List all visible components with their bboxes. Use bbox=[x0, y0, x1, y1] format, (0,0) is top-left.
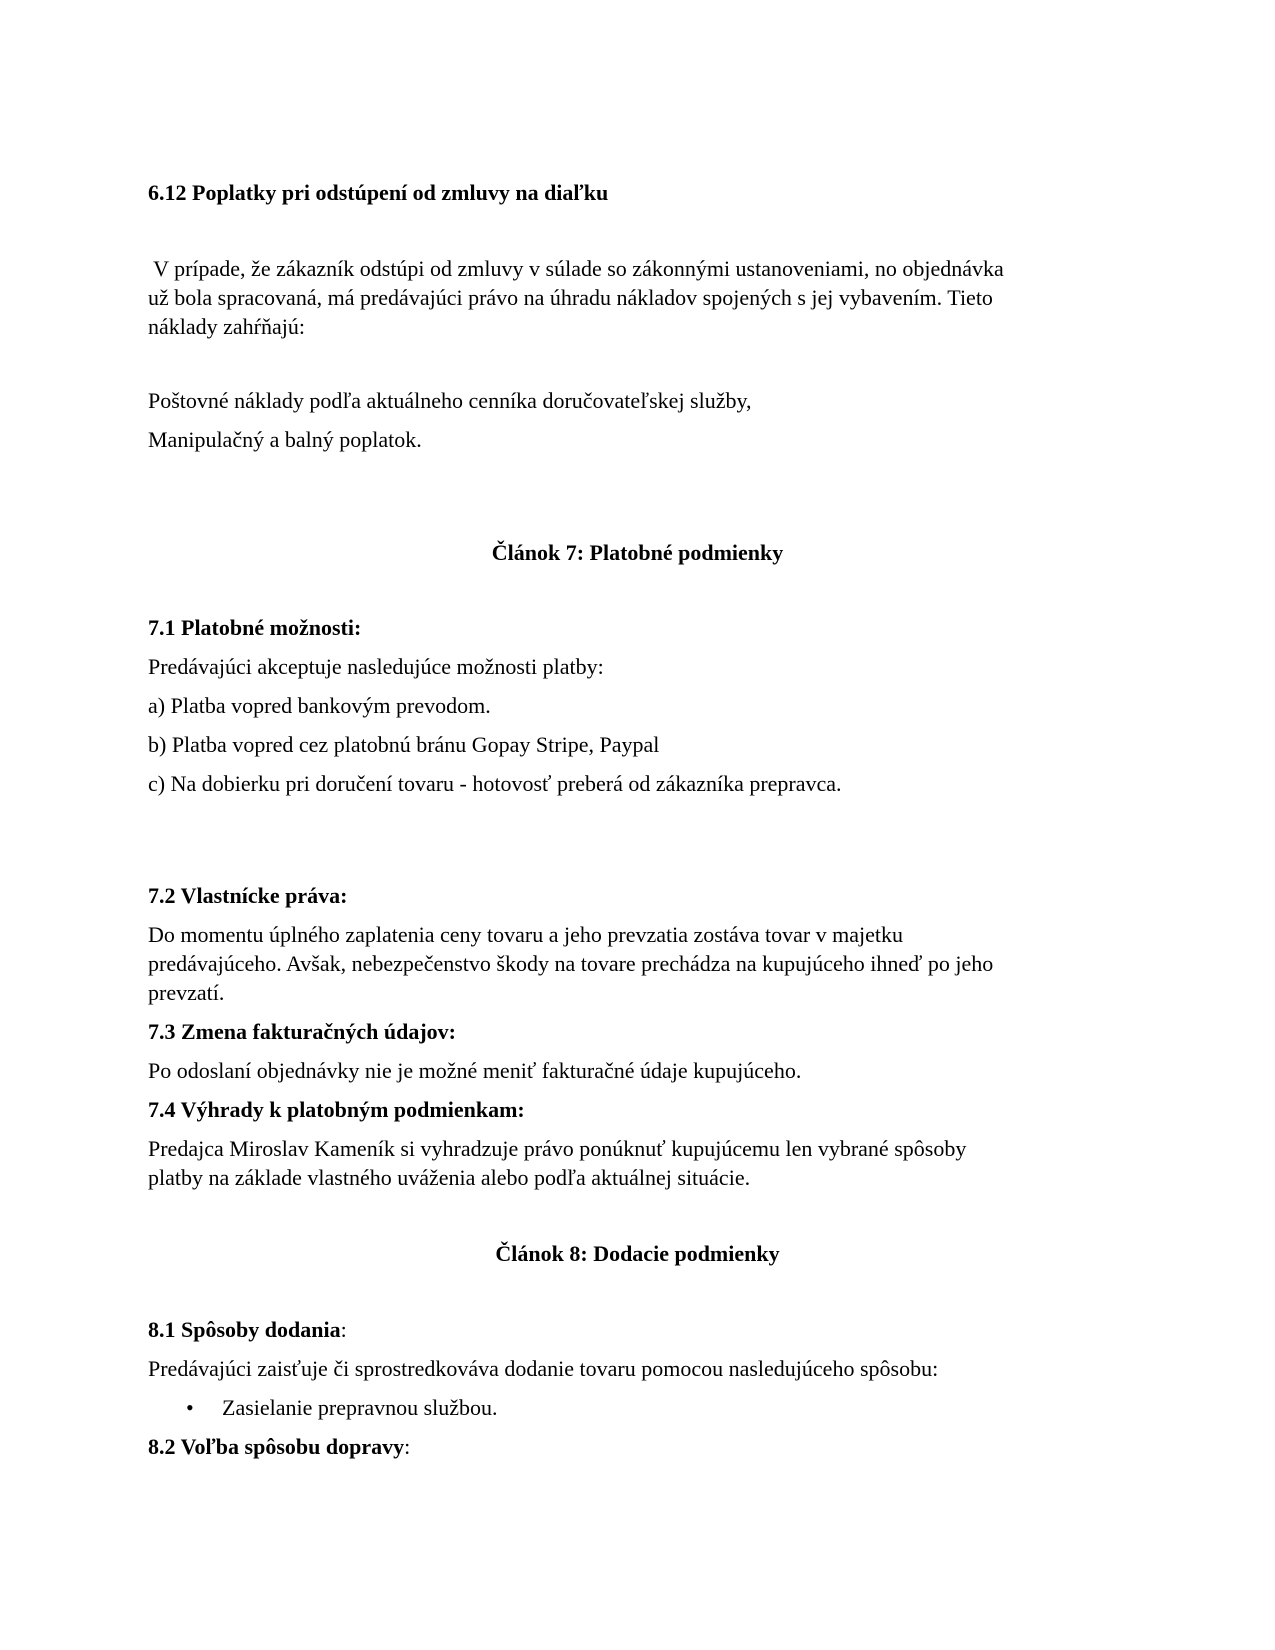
section-7-1-option-a: a) Platba vopred bankovým prevodom. bbox=[148, 693, 491, 718]
section-8-1-heading-line bbox=[148, 1315, 347, 1344]
section-7-1-heading: 7.1 Platobné možnosti: bbox=[148, 615, 362, 640]
section-8-1-heading: 8.1 Spôsoby dodania bbox=[148, 1317, 341, 1342]
section-7-1-option-b: b) Platba vopred cez platobnú bránu Gopay Stripe, Paypal bbox=[148, 732, 660, 757]
section-7-2-line-1: Do momentu úplného zaplatenia ceny tovaru a jeho prevzatia zostáva tovar v majetku bbox=[148, 922, 904, 947]
section-7-2-line-3: prevzatí. bbox=[148, 980, 225, 1005]
section-7-1-option-c: c) Na dobierku pri doručení tovaru - hotovosť preberá od zákazníka prepravca. bbox=[148, 771, 842, 796]
section-8-1-text: Predávajúci zaisťuje či sprostredkováva dodanie tovaru pomocou nasledujúceho spôsobu: bbox=[148, 1356, 939, 1381]
section-7-1-intro: Predávajúci akceptuje nasledujúce možnosti platby: bbox=[148, 654, 604, 679]
bullet-icon: • bbox=[186, 1395, 194, 1420]
section-6-12-heading: 6.12 Poplatky pri odstúpení od zmluvy na diaľku bbox=[148, 180, 609, 205]
section-7-3-text: Po odoslaní objednávky nie je možné meniť fakturačné údaje kupujúceho. bbox=[148, 1058, 802, 1083]
section-7-4-heading: 7.4 Výhrady k platobným podmienkam: bbox=[148, 1097, 525, 1122]
section-7-2-line-2: predávajúceho. Avšak, nebezpečenstvo škody na tovare prechádza na kupujúceho ihneď po jeho bbox=[148, 951, 994, 976]
section-7-4-line-1: Predajca Miroslav Kameník si vyhradzuje právo ponúknuť kupujúcemu len vybrané spôsoby bbox=[148, 1136, 967, 1161]
section-6-12-paragraph-line-2: už bola spracovaná, má predávajúci právo na úhradu nákladov spojených s jej vybavením. Tieto bbox=[148, 285, 993, 310]
section-6-12-paragraph-line-1: V prípade, že zákazník odstúpi od zmluvy v súlade so zákonnými ustanoveniami, no objednávka bbox=[148, 256, 1004, 281]
section-7-4-line-2: platby na základe vlastného uváženia alebo podľa aktuálnej situácie. bbox=[148, 1165, 751, 1190]
section-6-12-paragraph-line-3: náklady zahŕňajú: bbox=[148, 314, 305, 339]
section-7-3-heading: 7.3 Zmena fakturačných údajov: bbox=[148, 1019, 457, 1044]
section-8-2-colon: : bbox=[404, 1434, 411, 1459]
section-6-12-item-postage: Poštovné náklady podľa aktuálneho cenníka doručovateľskej služby, bbox=[148, 388, 752, 413]
section-8-2-heading: 8.2 Voľba spôsobu dopravy bbox=[148, 1434, 405, 1459]
section-6-12-item-handling: Manipulačný a balný poplatok. bbox=[148, 427, 422, 452]
section-8-1-colon: : bbox=[340, 1317, 347, 1342]
section-7-2-heading: 7.2 Vlastnícke práva: bbox=[148, 883, 348, 908]
section-8-2-heading-line bbox=[148, 1432, 410, 1461]
article-7-title: Článok 7: Platobné podmienky bbox=[491, 540, 784, 565]
article-8-title: Článok 8: Dodacie podmienky bbox=[495, 1241, 780, 1266]
section-8-1-bullet-item: Zasielanie prepravnou službou. bbox=[222, 1395, 498, 1420]
